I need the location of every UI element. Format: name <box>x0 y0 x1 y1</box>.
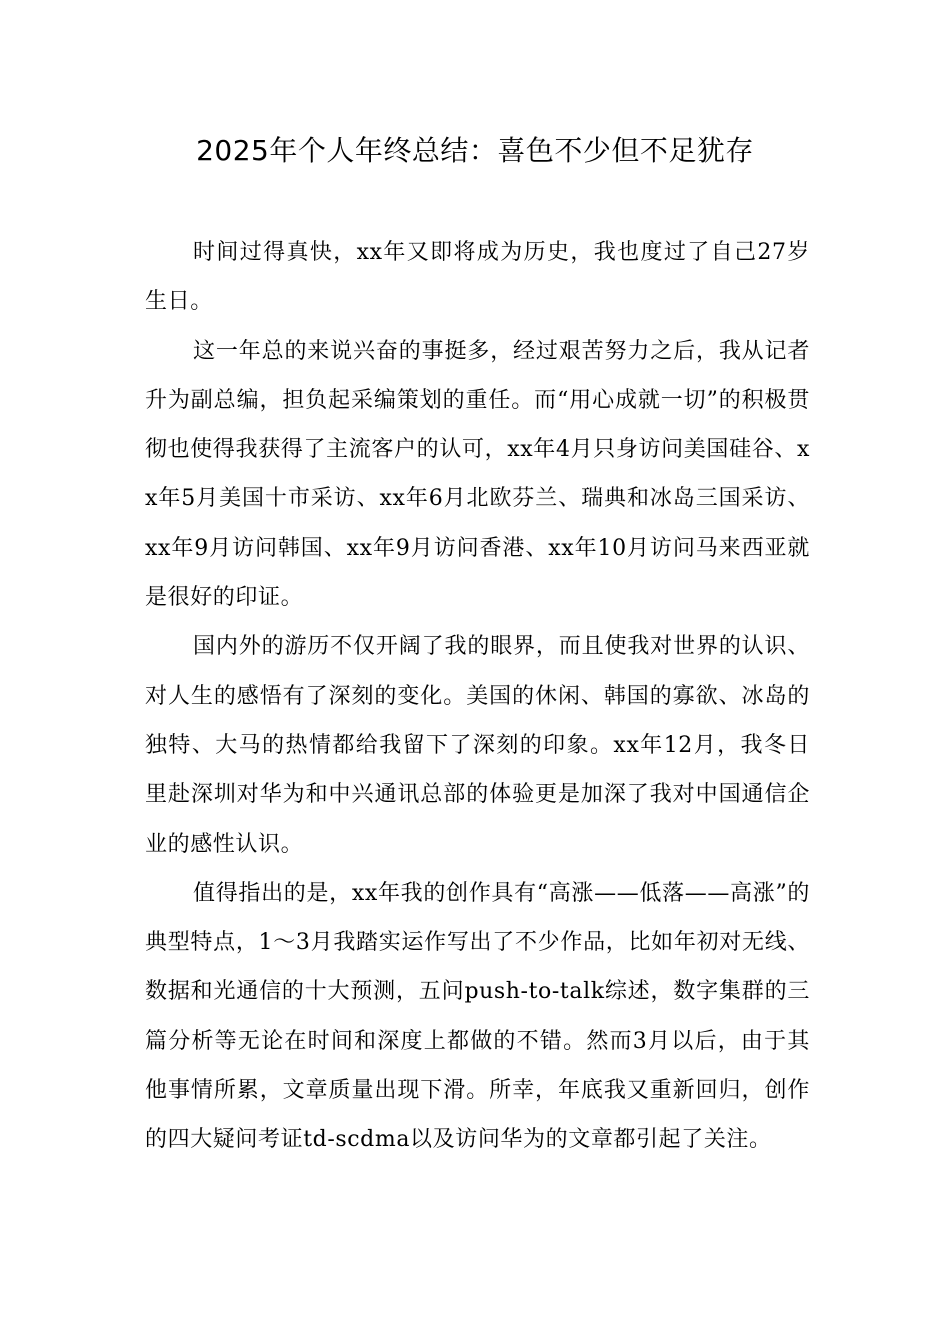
paragraph-2: 这一年总的来说兴奋的事挺多，经过艰苦努力之后，我从记者升为副总编，担负起采编策划的重任。而“用心成就一切”的积极贯彻也使得我获得了主流客户的认可，xx年4月只身访问美国硅谷、xx年5月美国十市采访、xx年6月北欧芬兰、瑞典和冰岛三国采访、xx年9月访问韩国、xx年9月访问香港、xx年10月访问马来西亚就是很好的印证。 <box>145 338 810 611</box>
paragraph-1: 时间过得真快，xx年又即将成为历史，我也度过了自己27岁生日。 <box>145 240 810 315</box>
paragraph-3: 国内外的游历不仅开阔了我的眼界，而且使我对世界的认识、对人生的感悟有了深刻的变化。美国的休闲、韩国的寡欲、冰岛的独特、大马的热情都给我留下了深刻的印象。xx年12月，我冬日里赴深圳对华为和中兴通讯总部的体验更是加深了我对中国通信企业的感性认识。 <box>145 634 810 857</box>
document-body <box>145 228 810 1165</box>
document-title: 2025年个人年终总结：喜色不少但不足犹存 <box>196 134 754 167</box>
paragraph-4: 值得指出的是，xx年我的创作具有“高涨——低落——高涨”的典型特点，1～3月我踏实运作写出了不少作品，比如年初对无线、数据和光通信的十大预测，五问push-to-talk综述，数字集群的三篇分析等无论在时间和深度上都做的不错。然而3月以后，由于其他事情所累，文章质量出现下滑。所幸，年底我又重新回归，创作的四大疑问考证td-scdma以及访问华为的文章都引起了关注。 <box>145 880 810 1153</box>
